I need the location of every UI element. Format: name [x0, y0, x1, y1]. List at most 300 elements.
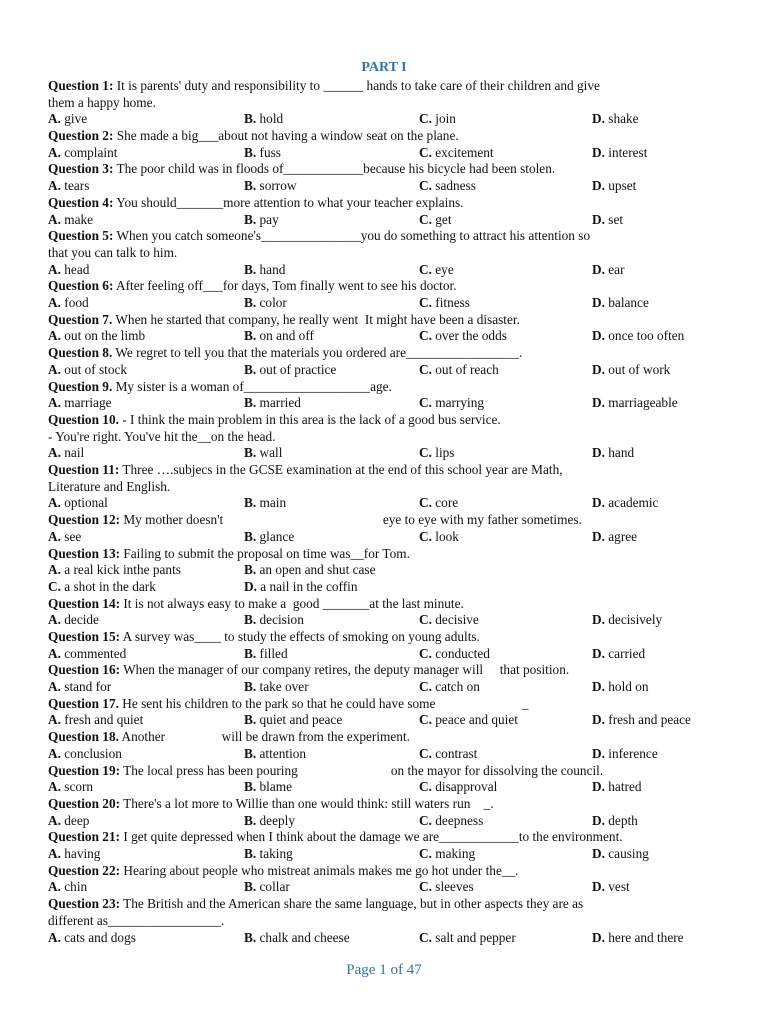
- answer-option[interactable]: [48, 328, 145, 345]
- question-stem-line: [48, 228, 718, 245]
- option-letter: B.: [244, 328, 257, 344]
- answer-option[interactable]: [419, 362, 499, 379]
- option-letter: C.: [419, 679, 432, 695]
- option-letter: D.: [592, 111, 605, 127]
- option-text: marriageable: [608, 395, 678, 411]
- answer-option[interactable]: [244, 295, 287, 312]
- answer-option[interactable]: [244, 879, 290, 896]
- option-letter: C.: [419, 929, 432, 945]
- answer-option[interactable]: [244, 779, 292, 796]
- question-number: Question 9.: [48, 378, 113, 394]
- option-letter: C.: [419, 846, 432, 862]
- option-letter: A.: [48, 745, 61, 761]
- answer-option[interactable]: [244, 646, 288, 663]
- answer-option[interactable]: [592, 529, 637, 546]
- answer-option[interactable]: [48, 562, 181, 579]
- option-text: pay: [259, 211, 279, 227]
- answer-option[interactable]: [592, 495, 658, 512]
- option-letter: C.: [419, 812, 432, 828]
- answer-option[interactable]: [48, 679, 111, 696]
- question-stem-line: [48, 278, 718, 295]
- question-text: The British and the American share the same language, but in other aspects they are as: [123, 896, 584, 912]
- option-text: decision: [259, 612, 304, 628]
- option-text: deepness: [435, 812, 484, 828]
- answer-option[interactable]: [592, 779, 642, 796]
- answer-option[interactable]: [244, 679, 309, 696]
- option-letter: D.: [592, 178, 605, 194]
- options-row: [48, 813, 718, 830]
- question-number: Question 14:: [48, 595, 121, 611]
- question-item: [48, 763, 718, 796]
- answer-option[interactable]: [244, 395, 301, 412]
- question-text: When the manager of our company retires, the deputy manager will that position.: [123, 662, 570, 678]
- answer-option[interactable]: [244, 746, 306, 763]
- answer-option[interactable]: [48, 879, 87, 896]
- question-text: different as_________________.: [48, 912, 225, 928]
- answer-option[interactable]: [592, 846, 649, 863]
- option-text: conclusion: [64, 745, 122, 761]
- options-row: [48, 212, 718, 229]
- option-letter: A.: [48, 679, 61, 695]
- option-text: cats and dogs: [64, 929, 136, 945]
- answer-option[interactable]: [419, 212, 452, 229]
- answer-option[interactable]: [592, 328, 684, 345]
- answer-option[interactable]: [419, 445, 454, 462]
- options-row: [48, 646, 718, 663]
- option-text: blame: [259, 779, 293, 795]
- question-text: them a happy home.: [48, 94, 156, 110]
- question-stem-line: [48, 412, 718, 429]
- option-letter: B.: [244, 745, 257, 761]
- option-letter: A.: [48, 361, 61, 377]
- option-text: scorn: [64, 779, 94, 795]
- option-letter: A.: [48, 111, 61, 127]
- option-letter: D.: [592, 612, 605, 628]
- option-text: sleeves: [435, 879, 474, 895]
- question-number: Question 7.: [48, 311, 113, 327]
- answer-option[interactable]: [48, 111, 87, 128]
- option-text: take over: [259, 679, 309, 695]
- question-number: Question 20:: [48, 795, 121, 811]
- question-text: - I think the main problem in this area is the lack of a good bus service.: [122, 411, 501, 427]
- question-number: Question 3:: [48, 161, 114, 177]
- option-text: sorrow: [259, 178, 297, 194]
- answer-option[interactable]: [419, 712, 518, 729]
- question-text: Literature and English.: [48, 478, 171, 494]
- option-letter: D.: [592, 679, 605, 695]
- question-text: When you catch someone's_______________you do something to attract his attention so: [116, 228, 591, 244]
- option-letter: D.: [592, 779, 605, 795]
- option-letter: C.: [419, 144, 432, 160]
- answer-option[interactable]: [244, 562, 375, 579]
- option-letter: B.: [244, 779, 257, 795]
- question-stem-line: [48, 128, 718, 145]
- answer-option[interactable]: [48, 295, 89, 312]
- answer-option[interactable]: [244, 178, 296, 195]
- answer-option[interactable]: [592, 712, 691, 729]
- option-text: hand: [608, 445, 635, 461]
- options-row: [48, 445, 718, 462]
- question-stem-line: [48, 379, 718, 396]
- question-item: [48, 161, 718, 194]
- option-text: having: [64, 846, 101, 862]
- question-stem-line: [48, 161, 718, 178]
- option-letter: C.: [419, 328, 432, 344]
- answer-option[interactable]: [244, 362, 336, 379]
- option-letter: D.: [592, 495, 605, 511]
- question-item: [48, 379, 718, 412]
- option-letter: A.: [48, 612, 61, 628]
- answer-option[interactable]: [419, 746, 477, 763]
- question-number: Question 13:: [48, 545, 121, 561]
- option-text: out on the limb: [64, 328, 146, 344]
- option-letter: A.: [48, 328, 61, 344]
- option-letter: C.: [419, 295, 432, 311]
- answer-option[interactable]: [419, 646, 490, 663]
- answer-option[interactable]: [592, 879, 630, 896]
- option-text: hold on: [608, 679, 649, 695]
- answer-option[interactable]: [48, 813, 89, 830]
- answer-option[interactable]: [48, 529, 81, 546]
- options-row: [48, 295, 718, 312]
- answer-option[interactable]: [419, 111, 456, 128]
- question-text: My mother doesn't eye to eye with my father sometimes.: [123, 512, 582, 528]
- option-letter: C.: [419, 879, 432, 895]
- answer-option[interactable]: [419, 178, 476, 195]
- answer-option[interactable]: [48, 779, 93, 796]
- answer-option[interactable]: [48, 445, 84, 462]
- answer-option[interactable]: [244, 712, 342, 729]
- answer-option[interactable]: [48, 145, 117, 162]
- question-text: You should_______more attention to what your teacher explains.: [116, 194, 464, 210]
- question-number: Question 22:: [48, 862, 121, 878]
- question-number: Question 23:: [48, 896, 121, 912]
- answer-option[interactable]: [48, 212, 93, 229]
- option-letter: D.: [592, 211, 605, 227]
- option-letter: B.: [244, 929, 257, 945]
- answer-option[interactable]: [419, 262, 454, 279]
- option-text: wall: [259, 445, 283, 461]
- option-text: core: [435, 495, 459, 511]
- option-text: glance: [259, 528, 295, 544]
- option-letter: D.: [592, 361, 605, 377]
- question-stem-line: [48, 479, 718, 496]
- option-letter: C.: [419, 111, 432, 127]
- option-text: deeply: [259, 812, 295, 828]
- option-letter: B.: [244, 562, 257, 578]
- answer-option[interactable]: [48, 646, 126, 663]
- answer-option[interactable]: [419, 529, 459, 546]
- answer-option[interactable]: [48, 846, 100, 863]
- question-item: [48, 312, 718, 345]
- option-letter: B.: [244, 645, 257, 661]
- question-stem-line: [48, 245, 718, 262]
- option-letter: B.: [244, 144, 257, 160]
- answer-option[interactable]: [592, 646, 645, 663]
- answer-option[interactable]: [419, 779, 497, 796]
- option-text: salt and pepper: [435, 929, 516, 945]
- answer-option[interactable]: [419, 295, 470, 312]
- question-number: Question 5:: [48, 228, 114, 244]
- question-item: [48, 696, 718, 729]
- answer-option[interactable]: [244, 328, 314, 345]
- answer-option[interactable]: [419, 612, 479, 629]
- question-item: [48, 629, 718, 662]
- answer-option[interactable]: [244, 212, 279, 229]
- answer-option[interactable]: [592, 212, 623, 229]
- answer-option[interactable]: [592, 813, 638, 830]
- option-text: out of stock: [64, 361, 128, 377]
- answer-option[interactable]: [592, 930, 684, 947]
- question-stem-line: [48, 896, 718, 913]
- answer-option[interactable]: [419, 495, 458, 512]
- option-text: excitement: [435, 144, 494, 160]
- option-letter: C.: [419, 712, 432, 728]
- part-title: PART I: [361, 60, 407, 75]
- answer-option[interactable]: [48, 712, 143, 729]
- option-text: fresh and quiet: [64, 712, 144, 728]
- answer-option[interactable]: [48, 612, 99, 629]
- option-text: here and there: [608, 929, 684, 945]
- answer-option[interactable]: [244, 445, 282, 462]
- option-letter: A.: [48, 495, 61, 511]
- option-text: decisive: [435, 612, 479, 628]
- option-letter: C.: [419, 779, 432, 795]
- answer-option[interactable]: [48, 495, 108, 512]
- answer-option[interactable]: [592, 445, 634, 462]
- option-text: carried: [608, 645, 646, 661]
- answer-option[interactable]: [592, 111, 639, 128]
- option-letter: A.: [48, 562, 61, 578]
- options-row: [48, 178, 718, 195]
- options-row: [48, 111, 718, 128]
- option-text: chin: [64, 879, 88, 895]
- option-text: catch on: [435, 679, 480, 695]
- question-item: [48, 546, 718, 596]
- option-text: vest: [608, 879, 630, 895]
- option-letter: B.: [244, 679, 257, 695]
- option-text: a real kick inthe pants: [64, 562, 181, 578]
- answer-option[interactable]: [592, 679, 649, 696]
- question-stem-line: [48, 512, 718, 529]
- question-text: There's a lot more to Willie than one would think: still waters run _.: [123, 795, 494, 811]
- answer-option[interactable]: [244, 930, 350, 947]
- question-item: [48, 829, 718, 862]
- question-stem-line: [48, 763, 718, 780]
- option-letter: B.: [244, 295, 257, 311]
- option-letter: B.: [244, 178, 257, 194]
- question-stem-line: [48, 729, 718, 746]
- answer-option[interactable]: [244, 262, 285, 279]
- question-number: Question 15:: [48, 628, 121, 644]
- option-text: on and off: [259, 328, 314, 344]
- answer-option[interactable]: [244, 529, 294, 546]
- option-text: stand for: [64, 679, 112, 695]
- page-footer: Page 1 of 47: [346, 962, 422, 978]
- option-text: inference: [608, 745, 658, 761]
- question-number: Question 10.: [48, 411, 119, 427]
- question-item: [48, 128, 718, 161]
- answer-option[interactable]: [419, 879, 474, 896]
- question-text: A survey was____ to study the effects of smoking on young adults.: [122, 628, 480, 644]
- question-number: Question 17.: [48, 695, 119, 711]
- answer-option[interactable]: [419, 813, 483, 830]
- question-item: [48, 729, 718, 762]
- option-text: tears: [64, 178, 90, 194]
- option-letter: D.: [592, 745, 605, 761]
- option-text: contrast: [435, 745, 478, 761]
- option-letter: B.: [244, 495, 257, 511]
- option-letter: C.: [419, 645, 432, 661]
- option-letter: D.: [592, 261, 605, 277]
- answer-option[interactable]: [244, 579, 358, 596]
- question-item: [48, 78, 718, 128]
- option-text: conducted: [435, 645, 490, 661]
- answer-option[interactable]: [592, 262, 625, 279]
- question-number: Question 21:: [48, 829, 121, 845]
- answer-option[interactable]: [48, 178, 89, 195]
- option-letter: B.: [244, 612, 257, 628]
- option-letter: D.: [592, 395, 605, 411]
- option-letter: D.: [592, 879, 605, 895]
- answer-option[interactable]: [419, 846, 475, 863]
- question-text: It is not always easy to make a good _______at the last minute.: [123, 595, 464, 611]
- option-text: attention: [259, 745, 307, 761]
- question-text: We regret to tell you that the materials you ordered are_________________.: [115, 345, 523, 361]
- option-letter: D.: [592, 712, 605, 728]
- question-text: Failing to submit the proposal on time was__for Tom.: [123, 545, 410, 561]
- option-text: complaint: [64, 144, 118, 160]
- answer-option[interactable]: [244, 813, 295, 830]
- option-text: depth: [608, 812, 638, 828]
- answer-option[interactable]: [48, 930, 136, 947]
- question-stem-line: [48, 462, 718, 479]
- option-letter: C.: [48, 578, 61, 594]
- option-letter: A.: [48, 645, 61, 661]
- answer-option[interactable]: [419, 395, 484, 412]
- answer-option[interactable]: [244, 612, 304, 629]
- question-stem-line: [48, 429, 718, 446]
- option-letter: A.: [48, 445, 61, 461]
- option-text: hold: [259, 111, 284, 127]
- answer-option[interactable]: [48, 362, 127, 379]
- answer-option[interactable]: [244, 495, 286, 512]
- option-letter: B.: [244, 445, 257, 461]
- question-stem-line: [48, 195, 718, 212]
- option-letter: A.: [48, 846, 61, 862]
- option-text: food: [64, 295, 89, 311]
- option-text: academic: [608, 495, 659, 511]
- question-item: [48, 345, 718, 378]
- question-number: Question 16:: [48, 662, 121, 678]
- option-text: a nail in the coffin: [260, 578, 358, 594]
- option-letter: C.: [419, 211, 432, 227]
- question-stem-line: [48, 829, 718, 846]
- options-row: [48, 930, 718, 947]
- option-text: filled: [259, 645, 288, 661]
- answer-option[interactable]: [244, 145, 281, 162]
- answer-option[interactable]: [48, 746, 122, 763]
- answer-option[interactable]: [592, 178, 636, 195]
- option-text: making: [435, 846, 476, 862]
- answer-option[interactable]: [592, 362, 670, 379]
- option-text: decisively: [608, 612, 663, 628]
- option-text: quiet and peace: [259, 712, 343, 728]
- option-letter: D.: [592, 929, 605, 945]
- option-text: get: [435, 211, 452, 227]
- answer-option[interactable]: [48, 395, 112, 412]
- question-number: Question 19:: [48, 762, 121, 778]
- answer-option[interactable]: [419, 145, 494, 162]
- answer-option[interactable]: [419, 679, 480, 696]
- option-text: color: [259, 295, 287, 311]
- option-text: decide: [64, 612, 99, 628]
- option-letter: D.: [592, 144, 605, 160]
- option-letter: D.: [244, 578, 257, 594]
- option-text: head: [64, 261, 90, 277]
- options-row: [48, 779, 718, 796]
- options-row: [48, 746, 718, 763]
- option-letter: C.: [419, 261, 432, 277]
- options-row: [48, 529, 718, 546]
- option-text: peace and quiet: [435, 712, 518, 728]
- option-letter: A.: [48, 211, 61, 227]
- question-text: He sent his children to the park so that he could have some _: [122, 695, 529, 711]
- option-letter: A.: [48, 929, 61, 945]
- answer-option[interactable]: [419, 930, 516, 947]
- options-row: [48, 495, 718, 512]
- option-letter: B.: [244, 812, 257, 828]
- answer-option[interactable]: [244, 846, 293, 863]
- option-letter: B.: [244, 879, 257, 895]
- option-text: sadness: [435, 178, 476, 194]
- question-stem-line: [48, 78, 718, 95]
- option-letter: B.: [244, 211, 257, 227]
- question-stem-line: [48, 95, 718, 112]
- option-text: agree: [608, 528, 638, 544]
- options-row: [48, 562, 718, 579]
- option-text: marrying: [435, 395, 485, 411]
- option-text: an open and shut case: [259, 562, 376, 578]
- answer-option[interactable]: [48, 579, 156, 596]
- option-text: out of practice: [259, 361, 337, 377]
- answer-option[interactable]: [592, 395, 678, 412]
- option-text: once too often: [608, 328, 685, 344]
- answer-option[interactable]: [592, 295, 649, 312]
- option-text: hand: [259, 261, 286, 277]
- question-item: [48, 662, 718, 695]
- answer-option[interactable]: [592, 612, 662, 629]
- answer-option[interactable]: [419, 328, 507, 345]
- question-stem-line: [48, 546, 718, 563]
- question-stem-line: [48, 345, 718, 362]
- option-text: ear: [608, 261, 625, 277]
- question-text: The poor child was in floods of____________because his bicycle had been stolen.: [116, 161, 556, 177]
- answer-option[interactable]: [244, 111, 283, 128]
- option-text: main: [259, 495, 287, 511]
- question-text: The local press has been pouring on the mayor for dissolving the council.: [123, 762, 604, 778]
- option-letter: A.: [48, 295, 61, 311]
- option-letter: C.: [419, 528, 432, 544]
- answer-option[interactable]: [592, 145, 647, 162]
- answer-option[interactable]: [48, 262, 89, 279]
- option-letter: D.: [592, 445, 605, 461]
- options-row: [48, 879, 718, 896]
- answer-option[interactable]: [592, 746, 658, 763]
- question-stem-line: [48, 863, 718, 880]
- option-text: optional: [64, 495, 108, 511]
- question-item: [48, 228, 718, 278]
